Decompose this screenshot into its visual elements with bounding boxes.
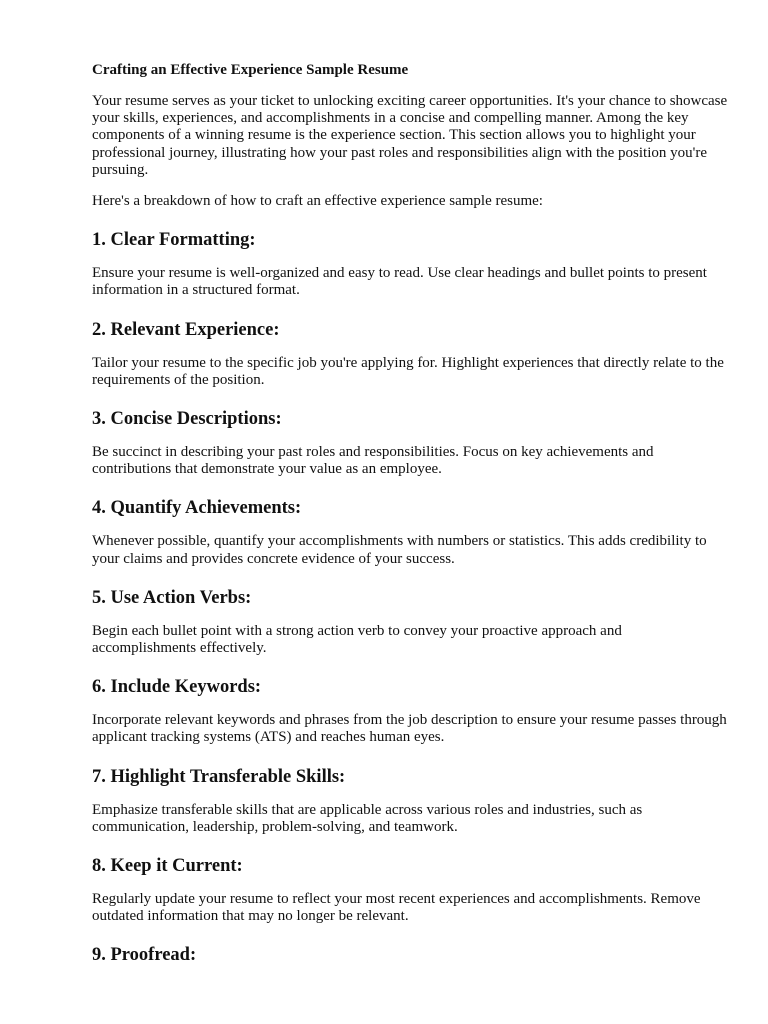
section-heading: 9. Proofread: — [92, 945, 197, 966]
section-body: Whenever possible, quantify your accomplishments with numbers or statistics. This adds credibility to your claims and provides concrete evidence of your success. — [92, 533, 707, 567]
section-clear-formatting — [92, 229, 728, 299]
section-body: Ensure your resume is well-organized and easy to read. Use clear headings and bullet points to present information in a structured format. — [92, 265, 707, 299]
section-heading: 5. Use Action Verbs: — [92, 587, 252, 608]
section-heading: 7. Highlight Transferable Skills: — [92, 766, 346, 787]
section-quantify-achievements — [92, 497, 728, 567]
document-title: Crafting an Effective Experience Sample Resume — [92, 62, 409, 78]
section-body: Begin each bullet point with a strong action verb to convey your proactive approach and accomplishments effectively. — [92, 622, 622, 657]
section-heading: 1. Clear Formatting: — [92, 230, 256, 251]
section-heading: 8. Keep it Current: — [92, 856, 243, 877]
section-proofread — [92, 944, 728, 966]
section-relevant-experience — [92, 319, 728, 389]
lead-paragraph: Here's a breakdown of how to craft an effective experience sample resume: — [92, 193, 543, 210]
section-highlight-transferable-skills — [92, 766, 728, 836]
section-heading: 2. Relevant Experience: — [92, 319, 280, 340]
section-heading: 6. Include Keywords: — [92, 677, 262, 698]
section-heading: 3. Concise Descriptions: — [92, 409, 282, 430]
section-body: Tailor your resume to the specific job you're applying for. Highlight experiences that directly relate to the requirements of the position. — [92, 354, 724, 388]
section-use-action-verbs — [92, 587, 728, 657]
section-keep-it-current — [92, 855, 728, 925]
section-body: Emphasize transferable skills that are applicable across various roles and industries, such as communication, leadership, problem-solving, and teamwork. — [92, 801, 643, 835]
section-body: Incorporate relevant keywords and phrases from the job description to ensure your resume passes through applicant tracking systems (ATS) and reaches human eyes. — [92, 712, 727, 746]
section-heading: 4. Quantify Achievements: — [92, 498, 302, 519]
section-body: Be succinct in describing your past roles and responsibilities. Focus on key achievements and contributions that demonstrate your value as an employee. — [92, 444, 654, 478]
section-body: Regularly update your resume to reflect your most recent experiences and accomplishments. Remove outdated information that may no longer be relevant. — [92, 891, 701, 925]
section-include-keywords — [92, 676, 728, 746]
intro-paragraph: Your resume serves as your ticket to unlocking exciting career opportunities. It's your chance to showcase your skills, experiences, and accomplishments in a concise and compelling manner. Among the key components of a winning resume is the experience section. This section allows you to highlight your professional journey, illustrating how your past roles and responsibilities align with the position you're pursuing. — [92, 93, 728, 178]
section-concise-descriptions — [92, 408, 728, 478]
